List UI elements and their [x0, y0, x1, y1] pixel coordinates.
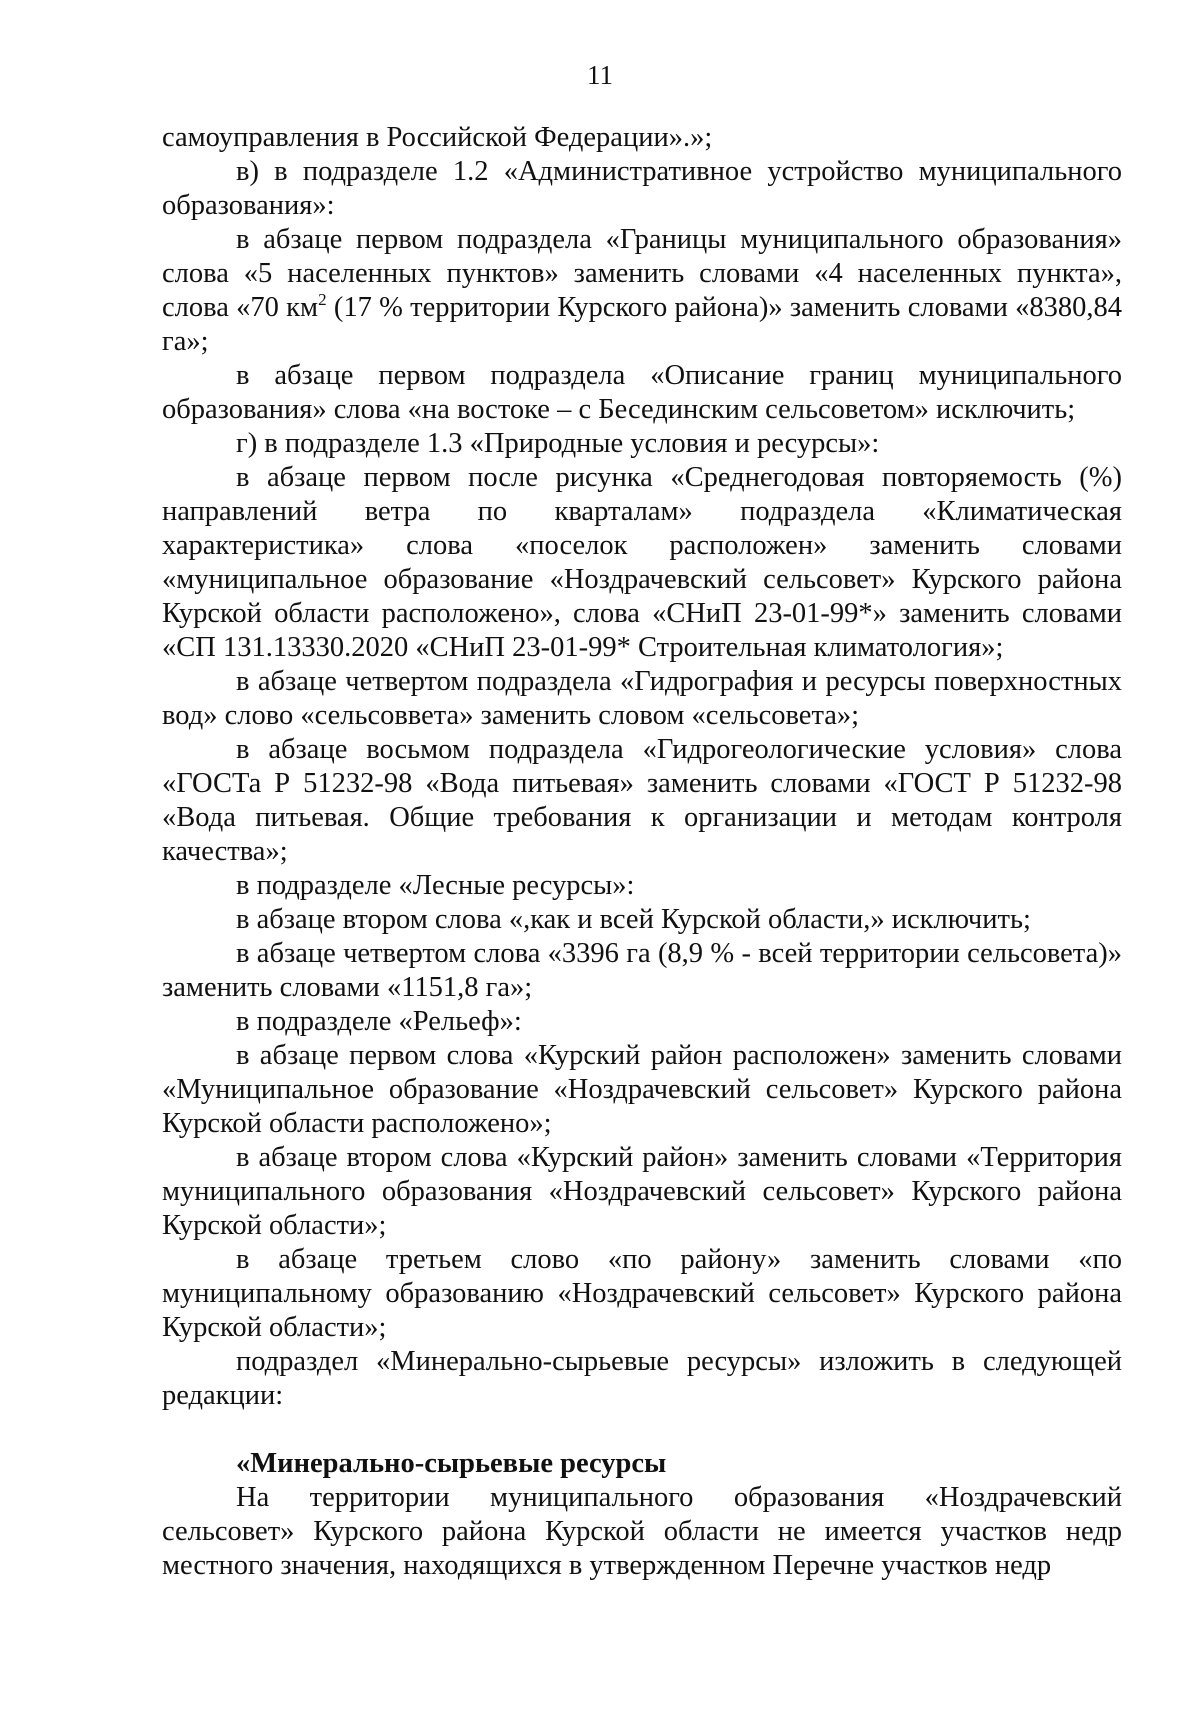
paragraph: в абзаце первом слова «Курский район расположен» заменить словами «Муниципальное образование «Ноздрачевский сельсовет» Курского района Курской области расположено»; [162, 1040, 1122, 1139]
paragraph: г) в подразделе 1.3 «Природные условия и ресурсы»: [236, 428, 880, 459]
paragraph: подраздел «Минерально-сырьевые ресурсы» изложить в следующей редакции: [162, 1346, 1122, 1411]
document-body [162, 121, 1122, 1583]
paragraph: самоуправления в Российской Федерации».»; [162, 122, 713, 153]
paragraph: в абзаце четвертом слова «3396 га (8,9 % - всей территории сельсовета)» заменить словами «1151,8 га»; [162, 938, 1122, 1003]
paragraph: в абзаце четвертом подраздела «Гидрография и ресурсы поверхностных вод» слово «сельсоввета» заменить словом «сельсовета»; [162, 666, 1122, 731]
paragraph: в абзаце восьмом подраздела «Гидрогеологические условия» слова «ГОСТа Р 51232-98 «Вода питьевая» заменить словами «ГОСТ Р 51232-98 «Вода питьевая. Общие требования к организации и методам контроля качества»; [162, 734, 1122, 867]
paragraph: в абзаце втором слова «Курский район» заменить словами «Территория муниципального образования «Ноздрачевский сельсовет» Курского района Курской области»; [162, 1142, 1122, 1241]
paragraph: в абзаце третьем слово «по району» заменить словами «по муниципальному образованию «Ноздрачевский сельсовет» Курского района Курской области»; [162, 1244, 1122, 1343]
paragraph: в абзаце втором слова «,как и всей Курской области,» исключить; [236, 904, 1031, 935]
paragraph: в абзаце первом после рисунка «Среднегодовая повторяемость (%) направлений ветра по кварталам» подраздела «Климатическая характеристика» слова «поселок расположен» заменить словами «муниципальное образование «Ноздрачевский сельсовет» Курского района Курской области расположено», слова «СНиП 23-01-99*» заменить словами «СП 131.13330.2020 «СНиП 23-01-99* Строительная климатология»; [162, 462, 1122, 663]
paragraph-text: (17 % территории Курского района)» заменить словами «8380,84 га»; [162, 292, 1122, 357]
paragraph: На территории муниципального образования «Ноздрачевский сельсовет» Курского района Курской области не имеется участков недр местного значения, находящихся в утвержденном Перечне участков недр [162, 1482, 1122, 1581]
paragraph: в подразделе «Лесные ресурсы»: [236, 870, 635, 901]
paragraph: в) в подразделе 1.2 «Административное устройство муниципального образования»: [162, 156, 1122, 221]
paragraph-text: в абзаце первом подраздела «Границы муниципального образования» слова «5 населенных пунктов» заменить словами «4 населенных пункта», слова «70 км [162, 224, 1122, 323]
section-heading: «Минерально-сырьевые ресурсы [236, 1448, 667, 1479]
paragraph: в подразделе «Рельеф»: [236, 1006, 522, 1037]
superscript: 2 [318, 290, 327, 309]
page-number: 11 [587, 60, 613, 90]
paragraph: в абзаце первом подраздела «Описание границ муниципального образования» слова «на востоке – с Бесединским сельсоветом» исключить; [162, 360, 1122, 425]
paragraph [162, 223, 1122, 359]
